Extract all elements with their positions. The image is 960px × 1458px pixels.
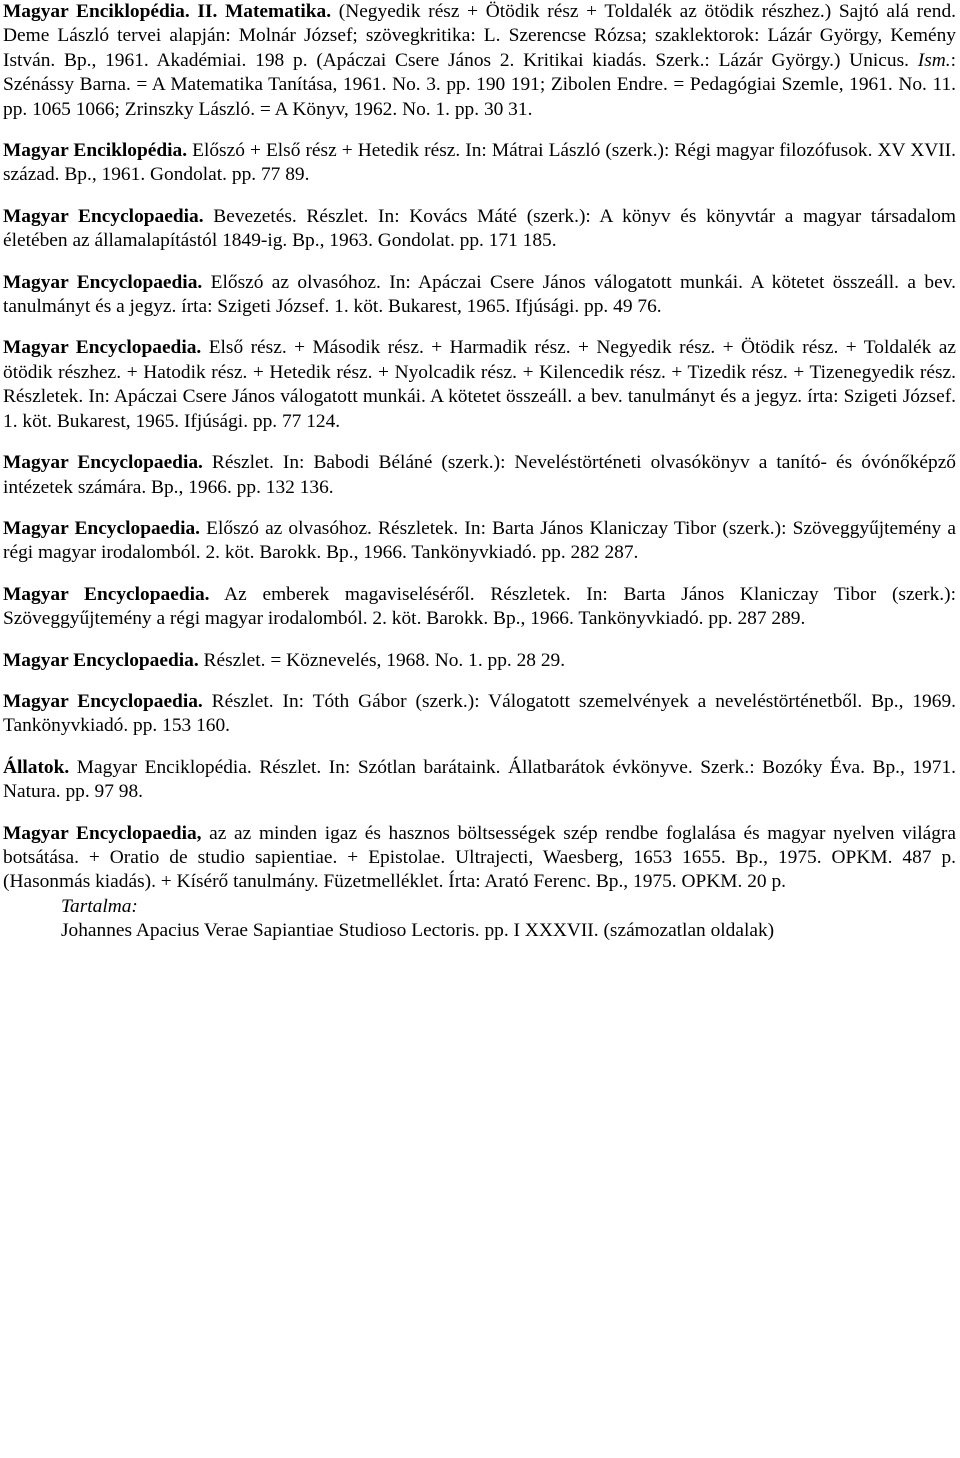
entry-text: Bevezetés. Részlet. In: Kovács Máté (szerk.): A könyv és könyvtár a magyar társadalom életében az államalapítástól 1849-ig. Bp., 1963. Gondolat. pp. 171 185.	[3, 205, 956, 252]
entry-text: az az minden igaz és hasznos böltsességek szép rendbe foglalása és magyar nyelven világra botsátása. + Oratio de studio sapientiae. + Epistolae. Ultrajecti, Waesberg, 1653 1655. Bp., 1975. OPKM. 487 p. (Hasonmás kiadás). + Kísérő tanulmány. Füzetmelléklet. Írta: Arató Ferenc. Bp., 1975. OPKM. 20 p.	[3, 822, 956, 893]
bibliography-page	[3, 0, 956, 944]
entry-text: Magyar Enciklopédia. Részlet. In: Szótlan barátaink. Állatbarátok évkönyve. Szerk.: Bozóky Éva. Bp., 1971. Natura. pp. 97 98.	[3, 756, 956, 803]
bibliography-entry-5	[3, 336, 956, 434]
entry-ism-label: Ism.	[917, 49, 951, 71]
entry-title: Magyar Encyclopaedia.	[3, 337, 202, 359]
entry-title: Magyar Encyclopaedia.	[3, 649, 199, 671]
bibliography-entry-9	[3, 649, 956, 673]
bibliography-entry-1	[3, 0, 956, 122]
entry-text: Előszó + Első rész + Hetedik rész. In: Mátrai László (szerk.): Régi magyar filozófusok. XV XVII. század. Bp., 1961. Gondolat. pp. 77 89.	[3, 140, 956, 186]
bibliography-entry-11	[3, 756, 956, 805]
entry-text: Előszó az olvasóhoz. Részletek. In: Barta János Klaniczay Tibor (szerk.): Szöveggyűjtemény a régi magyar irodalomból. 2. köt. Barokk. Bp., 1966. Tankönyvkiadó. pp. 282 287.	[3, 517, 956, 564]
entry-text: Az emberek magaviseléséről. Részletek. In: Barta János Klaniczay Tibor (szerk.): Szöveggyűjtemény a régi magyar irodalomból. 2. köt. Barokk. Bp., 1966. Tankönyvkiadó. pp. 287 289.	[3, 583, 956, 630]
entry-title: Magyar Encyclopaedia.	[3, 690, 203, 712]
bibliography-entry-8	[3, 583, 956, 632]
entry-title: Állatok.	[3, 756, 70, 778]
entry-text: Részlet. In: Babodi Béláné (szerk.): Neveléstörténeti olvasókönyv a tanító- és óvónőképző intézetek számára. Bp., 1966. pp. 132 136.	[3, 452, 956, 498]
entry-text: Részlet. In: Tóth Gábor (szerk.): Válogatott szemelvények a neveléstörténetből. Bp., 1969. Tankönyvkiadó. pp. 153 160.	[3, 690, 956, 737]
bibliography-entry-4	[3, 271, 956, 320]
entry-text: (Negyedik rész + Ötödik rész + Toldalék az ötödik részhez.) Sajtó alá rend. Deme László tervei alapján: Molnár József; szövegkritika: L. Szerencse Rózsa; szaklektorok: Lázár György, Kemény István. Bp., 1961. Akadémiai. 198 p. (Apáczai Csere János 2. Kritikai kiadás. Szerk.: Lázár György.) Unicus.	[3, 1, 956, 71]
entry-title: Magyar Enciklopédia.	[3, 140, 188, 162]
entry-text-review: : Szénássy Barna. = A Matematika Tanítása, 1961. No. 3. pp. 190 191; Zibolen Endre. = Pedagógiai Szemle, 1961. No. 11. pp. 1065 1066; Zrinszky László. = A Könyv, 1962. No. 1. pp. 30 31.	[3, 49, 956, 120]
entry-title: Magyar Enciklopédia. II. Matematika.	[3, 1, 332, 22]
entry-title: Magyar Encyclopaedia.	[3, 271, 203, 293]
bibliography-entry-6	[3, 451, 956, 500]
entry-title: Magyar Encyclopaedia.	[3, 583, 210, 605]
entry-text: Részlet. = Köznevelés, 1968. No. 1. pp. 28 29.	[198, 649, 566, 671]
entry-title: Magyar Encyclopaedia,	[3, 822, 202, 844]
entry-title: Magyar Encyclopaedia.	[3, 517, 200, 539]
bibliography-entry-7	[3, 517, 956, 566]
entry-text: Első rész. + Második rész. + Harmadik rész. + Negyedik rész. + Ötödik rész. + Toldalék az ötödik részhez. + Hatodik rész. + Hetedik rész. + Nyolcadik rész. + Kilencedik rész. + Tizedik rész. + Tizenegyedik rész. Részletek. In: Apáczai Csere János válogatott munkái. A kötetet összeáll. a bev. tanulmányt és a jegyz. írta: Szigeti József. 1. köt. Bukarest, 1965. Ifjúsági. pp. 77 124.	[3, 337, 956, 432]
entry-text: Előszó az olvasóhoz. In: Apáczai Csere János válogatott munkái. A kötetet összeáll. a bev. tanulmányt és a jegyz. írta: Szigeti József. 1. köt. Bukarest, 1965. Ifjúsági. pp. 49 76.	[3, 271, 956, 318]
entry-title: Magyar Encyclopaedia.	[3, 452, 203, 474]
entry-title: Magyar Encyclopaedia.	[3, 205, 204, 227]
contents-text: Johannes Apacius Verae Sapiantiae Studioso Lectoris. pp. I XXXVII. (számozatlan oldalak)	[61, 920, 775, 942]
bibliography-entry-12	[3, 822, 956, 895]
contents-label: Tartalma:	[61, 895, 138, 917]
bibliography-entry-3	[3, 205, 956, 254]
bibliography-entry-10	[3, 690, 956, 739]
bibliography-entry-2	[3, 139, 956, 188]
